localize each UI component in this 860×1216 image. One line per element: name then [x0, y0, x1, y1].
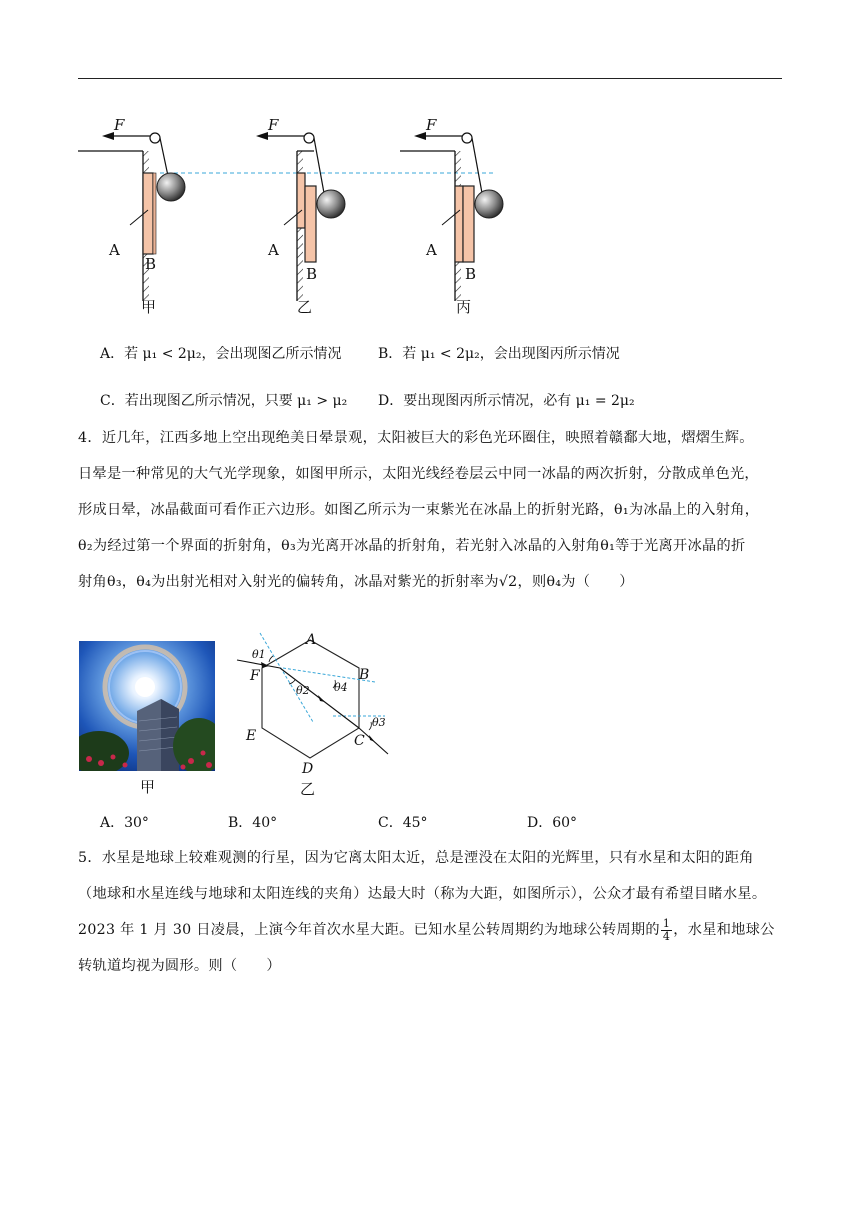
- label-b-1: B: [145, 255, 157, 273]
- sun-icon: [135, 677, 155, 697]
- force-label-1: F: [114, 116, 125, 134]
- angle-theta3: θ3: [372, 716, 386, 729]
- vertex-a: A: [306, 632, 317, 648]
- q3-option-a[interactable]: A．若 μ₁ < 2μ₂，会出现图乙所示情况: [100, 346, 342, 362]
- question-5: [78, 840, 786, 984]
- setup-jia: [78, 132, 185, 301]
- q5-line-2: （地球和水星连线与地球和太阳连线的夹角）达最大时（称为大距，如图所示），公众才最有希望目睹水星。: [78, 886, 767, 902]
- q4-line-2: 日晕是一种常见的大气光学现象，如图甲所示，太阳光线经卷层云中同一冰晶的两次折射，分散成单色光，: [78, 466, 759, 482]
- vertex-f: F: [250, 668, 260, 684]
- label-a-1: A: [109, 241, 120, 259]
- q4-line-1: 4．近几年，江西多地上空出现绝美日晕景观，太阳被巨大的彩色光环圈住，映照着赣鄱大地，熠熠生辉。: [78, 430, 754, 446]
- q4-line-5: 射角θ₃，θ₄为出射光相对入射光的偏转角，冰晶对紫光的折射率为√2，则θ₄为（ ）: [78, 574, 634, 590]
- caption-jia: 甲: [141, 298, 157, 316]
- ice-crystal-hexagon: [262, 640, 359, 758]
- caption-bing: 丙: [456, 298, 472, 316]
- label-a-2: A: [268, 241, 279, 259]
- q5-line-4: 转轨道均视为圆形。则（ ）: [78, 958, 281, 974]
- label-a-3: A: [426, 241, 437, 259]
- setup-yi: [256, 132, 345, 301]
- header-rule: [78, 78, 782, 79]
- q4-option-b[interactable]: B．40°: [228, 815, 278, 831]
- q5-line-1: 5．水星是地球上较难观测的行星，因为它离太阳太近，总是湮没在太阳的光辉里，只有水星和太阳的距角: [78, 850, 754, 866]
- force-label-3: F: [426, 116, 437, 134]
- label-b-3: B: [465, 265, 477, 283]
- q3-option-c[interactable]: C．若出现图乙所示情况，只要 μ₁ > μ₂: [100, 393, 348, 409]
- vertex-d: D: [302, 761, 314, 777]
- q4-line-3: 形成日晕，冰晶截面可看作正六边形。如图乙所示为一束紫光在冰晶上的折射光路，θ₁为冰晶上的入射角，: [78, 502, 760, 518]
- q4-option-d[interactable]: D．60°: [527, 815, 578, 831]
- q5-line-3: [78, 912, 786, 948]
- vertex-e: E: [246, 728, 257, 744]
- q5-line-3a: 2023 年 1 月 30 日凌晨，上演今年首次水星大距。已知水星公转周期约为地球公转周期的: [78, 922, 660, 938]
- angle-theta1: θ1: [252, 648, 266, 661]
- q3-option-b[interactable]: B．若 μ₁ < 2μ₂，会出现图丙所示情况: [378, 346, 620, 362]
- fraction-numerator: 1: [662, 916, 671, 930]
- photo-caption: 甲: [140, 778, 156, 796]
- q4-line-4: θ₂为经过第一个界面的折射角，θ₃为光离开冰晶的折射角，若光射入冰晶的入射角θ₁等于光离开冰晶的折: [78, 538, 746, 554]
- q5-line-3b: ，水星和地球公: [673, 922, 775, 938]
- label-b-2: B: [306, 265, 318, 283]
- fraction-denominator: 4: [662, 929, 671, 943]
- fraction-one-quarter: [661, 918, 672, 943]
- angle-theta2: θ2: [296, 684, 310, 697]
- angle-theta4: θ4: [334, 681, 348, 694]
- figure-wall-block-ball: [70, 110, 510, 320]
- vertex-b: B: [359, 667, 370, 683]
- question-4: [78, 420, 786, 600]
- vertex-c: C: [354, 733, 365, 749]
- q3-option-d[interactable]: D．要出现图丙所示情况，必有 μ₁ = 2μ₂: [378, 393, 635, 409]
- q4-option-a[interactable]: A．30°: [100, 815, 149, 831]
- force-label-2: F: [268, 116, 279, 134]
- setup-bing: [400, 132, 503, 301]
- caption-yi: 乙: [297, 298, 313, 316]
- q4-option-c[interactable]: C．45°: [378, 815, 428, 831]
- sun-halo-photo: [79, 641, 215, 771]
- diagram-caption: 乙: [300, 780, 316, 798]
